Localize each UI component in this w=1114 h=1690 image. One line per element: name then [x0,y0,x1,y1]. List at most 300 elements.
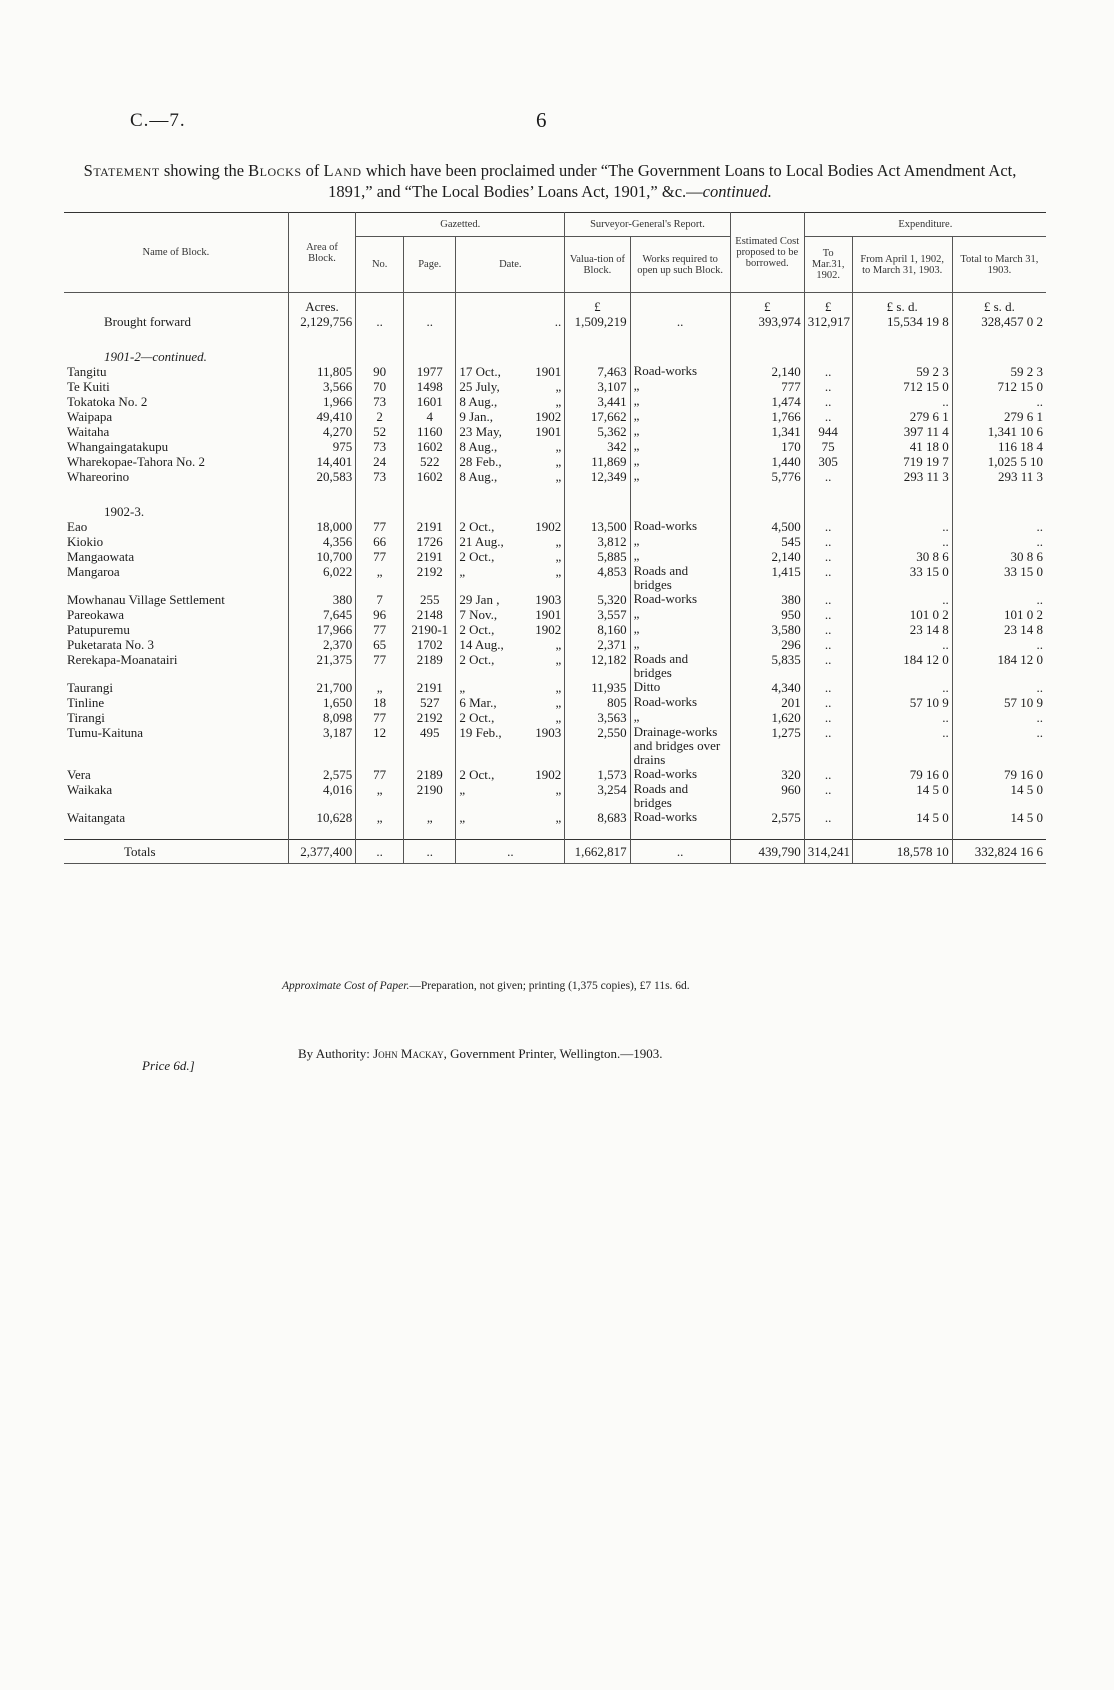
cell-estimated: 950 [730,607,804,622]
cell-to-mar: .. [804,534,852,549]
cell-estimated: 5,835 [730,652,804,680]
cell-from-april: 101 0 2 [852,607,952,622]
total-valuation: 1,662,817 [565,840,630,864]
cell-from-april: 57 10 9 [852,695,952,710]
table-row [64,592,1046,607]
table-row [64,424,1046,439]
cell-to-mar: .. [804,394,852,409]
cell-to-mar: .. [804,652,852,680]
cell-estimated: 4,340 [730,680,804,695]
total-works: .. [630,840,730,864]
blocks-table [64,212,1046,864]
gazette-day-month: 28 Feb., [459,454,502,469]
cell-valuation: 11,869 [565,454,630,469]
gazette-year: „ [555,564,562,579]
units-row [64,293,1046,315]
cell-total: 14 5 0 [952,810,1046,825]
cell-total: .. [952,519,1046,534]
cell-works: Roads and bridges [630,564,730,592]
block-name: Waitaha [67,424,110,439]
table-row [64,680,1046,695]
gazette-date [456,454,565,469]
table-row [64,409,1046,424]
gazette-date [456,379,565,394]
cell-estimated: 5,776 [730,469,804,484]
cell-estimated: 1,440 [730,454,804,469]
cell-valuation: 3,254 [565,782,630,810]
cell-works: „ [630,454,730,469]
cell-area: 21,700 [288,680,355,695]
title-part3: which have been proclaimed under “The Government Loans to Local Bodies Act Amendment Act, 1891,” and “The Local Bodies’ Loans Act, 1901,” &c.— [328,161,1017,201]
block-name: Whangaingatakupu [67,439,169,454]
cell-page: 1977 [404,364,456,379]
cell-to-mar: .. [804,637,852,652]
block-name: Waikaka [67,782,113,797]
gazette-date [456,782,565,810]
gazette-year: „ [555,394,562,409]
cell-estimated: 545 [730,534,804,549]
table-row [64,767,1046,782]
cell-total: .. [952,637,1046,652]
section-header-row [64,343,1046,364]
title-land: Land [323,161,362,180]
gazette-day-month: „ [459,782,466,797]
total-page: .. [404,840,456,864]
block-name: Tangitu [67,364,107,379]
cell-valuation: 8,160 [565,622,630,637]
gazette-date [456,364,565,379]
cell-area: 1,966 [288,394,355,409]
gazette-day-month: „ [459,680,466,695]
table-row [64,364,1046,379]
authority-name: John Mackay [373,1046,444,1061]
gazette-date [456,607,565,622]
gazette-year: „ [555,469,562,484]
gazette-year: 1903 [535,592,562,607]
col-header-from-april: From April 1, 1902, to March 31, 1903. [852,237,952,293]
cell-works: „ [630,469,730,484]
cell-works: Road-works [630,810,730,825]
table-row [64,394,1046,409]
gazette-day-month: 2 Oct., [459,622,495,637]
block-name: Rerekapa-Moanatairi [67,652,178,667]
cell-from-april: 23 14 8 [852,622,952,637]
table-row [64,810,1046,825]
cell-to-mar: 75 [804,439,852,454]
total-no: .. [356,840,404,864]
cell-valuation: 12,182 [565,652,630,680]
gazette-date [456,710,565,725]
cell-area: 18,000 [288,519,355,534]
cell-area: 975 [288,439,355,454]
cell-total: 116 18 4 [952,439,1046,454]
cell-page: 1702 [404,637,456,652]
bf-from-april: 15,534 19 8 [852,314,952,329]
cell-to-mar: .. [804,680,852,695]
cell-from-april: 33 15 0 [852,564,952,592]
gazette-year: 1902 [535,622,562,637]
cell-from-april: 30 8 6 [852,549,952,564]
gazette-day-month: „ [459,810,466,825]
block-name: Tinline [67,695,105,710]
cell-area: 3,187 [288,725,355,767]
col-header-estimated: Estimated Cost proposed to be borrowed. [730,213,804,293]
cell-to-mar: .. [804,469,852,484]
cell-from-april: 719 19 7 [852,454,952,469]
cell-total: 1,025 5 10 [952,454,1046,469]
cell-area: 21,375 [288,652,355,680]
paper-cost-note [282,980,690,992]
gazette-year: 1901 [535,424,562,439]
gazette-year: „ [555,549,562,564]
gazette-day-month: 2 Oct., [459,652,495,667]
cell-to-mar: .. [804,725,852,767]
unit-total: £ s. d. [952,293,1046,315]
cell-from-april: 293 11 3 [852,469,952,484]
cell-works: Drainage-works and bridges over drains [630,725,730,767]
title-continued: continued. [702,182,772,201]
cell-no: 96 [356,607,404,622]
cell-page: 2191 [404,680,456,695]
gazette-date [456,592,565,607]
cell-estimated: 296 [730,637,804,652]
gazette-date [456,810,565,825]
cell-no: 7 [356,592,404,607]
cell-to-mar: .. [804,782,852,810]
gazette-day-month: 29 Jan , [459,592,500,607]
block-name: Tumu-Kaituna [67,725,144,740]
block-name: Waitangata [67,810,126,825]
paper-cost-label: Approximate Cost of Paper. [282,980,410,992]
block-name: Wharekopae-Tahora No. 2 [67,454,206,469]
table-body [64,293,1046,864]
block-name: Taurangi [67,680,114,695]
cell-estimated: 1,275 [730,725,804,767]
cell-page: 2189 [404,767,456,782]
cell-area: 2,575 [288,767,355,782]
spacer-row [64,484,1046,498]
total-to-mar: 314,241 [804,840,852,864]
totals-row [64,840,1046,864]
gazette-date [456,534,565,549]
cell-area: 8,098 [288,710,355,725]
cell-from-april: 14 5 0 [852,782,952,810]
cell-from-april: .. [852,534,952,549]
cell-from-april: .. [852,592,952,607]
cell-no: 12 [356,725,404,767]
table-row [64,379,1046,394]
cell-no: 77 [356,519,404,534]
cell-page: 1602 [404,439,456,454]
gazette-year: „ [555,695,562,710]
cell-works: „ [630,424,730,439]
cell-estimated: 1,766 [730,409,804,424]
gazette-day-month: 6 Mar., [459,695,497,710]
cell-no: 77 [356,710,404,725]
block-name: Mowhanau Village Settlement [67,592,225,607]
cell-page: 1726 [404,534,456,549]
cell-page: 495 [404,725,456,767]
cell-works: Roads and bridges [630,652,730,680]
table-row [64,564,1046,592]
cell-estimated: 960 [730,782,804,810]
cell-to-mar: .. [804,519,852,534]
total-estimated: 439,790 [730,840,804,864]
cell-total: 293 11 3 [952,469,1046,484]
cell-valuation: 5,320 [565,592,630,607]
cell-page: 2148 [404,607,456,622]
gazette-year: 1902 [535,409,562,424]
cell-from-april: .. [852,519,952,534]
cell-total: .. [952,725,1046,767]
cell-valuation: 5,362 [565,424,630,439]
cell-no: „ [356,564,404,592]
cell-page: 2191 [404,519,456,534]
gazette-year: 1901 [535,364,562,379]
table-row [64,725,1046,767]
cell-page: 1498 [404,379,456,394]
cell-valuation: 2,371 [565,637,630,652]
block-name: Pareokawa [67,607,125,622]
statement-title [60,160,1040,202]
cell-to-mar: 305 [804,454,852,469]
cell-estimated: 201 [730,695,804,710]
gazette-day-month: 2 Oct., [459,767,495,782]
gazette-year: „ [555,810,562,825]
total-total: 332,824 16 6 [952,840,1046,864]
cell-no: „ [356,782,404,810]
bf-works: .. [630,314,730,329]
col-header-surveyor: Surveyor-General's Report. [565,213,730,237]
cell-valuation: 7,463 [565,364,630,379]
cell-works: „ [630,394,730,409]
cell-total: .. [952,394,1046,409]
cell-area: 20,583 [288,469,355,484]
cell-page: 1601 [404,394,456,409]
cell-total: 712 15 0 [952,379,1046,394]
cell-from-april: 279 6 1 [852,409,952,424]
col-header-valuation: Valua-tion of Block. [565,237,630,293]
price-note: Price 6d.] [142,1058,195,1073]
gazette-date [456,637,565,652]
unit-area: Acres. [288,293,355,315]
bf-name: Brought forward [104,314,192,329]
gazette-date [456,409,565,424]
gazette-date [456,695,565,710]
block-name: Patupuremu [67,622,130,637]
total-from-april: 18,578 10 [852,840,952,864]
printer-authority [298,1046,662,1062]
cell-total: 33 15 0 [952,564,1046,592]
cell-estimated: 1,415 [730,564,804,592]
cell-works: Road-works [630,767,730,782]
cell-area: 1,650 [288,695,355,710]
cell-from-april: 712 15 0 [852,379,952,394]
cell-to-mar: .. [804,695,852,710]
cell-valuation: 12,349 [565,469,630,484]
bf-total: 328,457 0 2 [952,314,1046,329]
cell-to-mar: .. [804,564,852,592]
cell-area: 2,370 [288,637,355,652]
block-name: Vera [67,767,91,782]
cell-no: 24 [356,454,404,469]
document-code: C.—7. [130,110,186,131]
cell-from-april: .. [852,710,952,725]
gazette-date [456,424,565,439]
gazette-day-month: 2 Oct., [459,519,495,534]
cell-works: „ [630,439,730,454]
gazette-year: „ [555,439,562,454]
cell-total: .. [952,592,1046,607]
cell-estimated: 3,580 [730,622,804,637]
gazette-year: 1903 [535,725,562,740]
gazette-year: „ [555,652,562,667]
cell-total: .. [952,534,1046,549]
cell-total: 14 5 0 [952,782,1046,810]
cell-valuation: 3,557 [565,607,630,622]
authority-rest: , Government Printer, Wellington.—1903. [443,1046,663,1061]
cell-area: 11,805 [288,364,355,379]
cell-no: 90 [356,364,404,379]
cell-no: 73 [356,469,404,484]
cell-area: 7,645 [288,607,355,622]
spacer-row [64,825,1046,840]
col-header-page: Page. [404,237,456,293]
block-name: Tokatoka No. 2 [67,394,148,409]
totals-label: Totals [124,844,156,859]
cell-from-april: 79 16 0 [852,767,952,782]
col-header-expenditure: Expenditure. [804,213,1046,237]
cell-page: 522 [404,454,456,469]
block-name: Whareorino [67,469,130,484]
gazette-date [456,725,565,767]
cell-area: 49,410 [288,409,355,424]
gazette-day-month: 8 Aug., [459,469,498,484]
unit-to-mar: £ [804,293,852,315]
gazette-date [456,622,565,637]
col-header-date: Date. [456,237,565,293]
bf-page: .. [404,314,456,329]
cell-area: 4,356 [288,534,355,549]
bf-area: 2,129,756 [288,314,355,329]
cell-page: 2190-1 [404,622,456,637]
gazette-date [456,469,565,484]
table-row [64,519,1046,534]
cell-estimated: 1,341 [730,424,804,439]
cell-estimated: 2,140 [730,549,804,564]
table-row [64,652,1046,680]
cell-valuation: 8,683 [565,810,630,825]
page-number: 6 [536,108,547,132]
cell-no: 77 [356,767,404,782]
cell-valuation: 1,573 [565,767,630,782]
cell-to-mar: .. [804,767,852,782]
cell-area: 3,566 [288,379,355,394]
title-lead: Statement [83,161,160,180]
table-row [64,469,1046,484]
cell-page: 1602 [404,469,456,484]
cell-total: 184 12 0 [952,652,1046,680]
gazette-year: „ [555,680,562,695]
cell-from-april: .. [852,637,952,652]
cell-from-april: 397 11 4 [852,424,952,439]
gazette-year: „ [555,637,562,652]
block-name: Mangaowata [67,549,135,564]
gazette-day-month: 7 Nov., [459,607,498,622]
cell-works: Road-works [630,695,730,710]
table-row [64,710,1046,725]
cell-valuation: 2,550 [565,725,630,767]
cell-to-mar: 944 [804,424,852,439]
cell-area: 380 [288,592,355,607]
cell-works: „ [630,622,730,637]
title-part2: of [301,161,324,180]
block-name: Mangaroa [67,564,120,579]
section-header-row [64,498,1046,519]
bf-valuation: 1,509,219 [565,314,630,329]
cell-no: 70 [356,379,404,394]
cell-page: 2190 [404,782,456,810]
gazette-year: 1901 [535,607,562,622]
cell-from-april: 59 2 3 [852,364,952,379]
cell-total: 101 0 2 [952,607,1046,622]
table-row [64,637,1046,652]
table-row [64,534,1046,549]
cell-from-april: 41 18 0 [852,439,952,454]
cell-no: „ [356,680,404,695]
gazette-day-month: 19 Feb., [459,725,502,740]
gazette-year: „ [555,379,562,394]
bf-date: .. [456,314,565,329]
gazette-day-month: 23 May, [459,424,502,439]
cell-total: 23 14 8 [952,622,1046,637]
block-name: Puketarata No. 3 [67,637,155,652]
block-name: Waipapa [67,409,113,424]
table-row [64,695,1046,710]
section-label: 1902-3. [104,504,145,519]
cell-no: 66 [356,534,404,549]
table-row [64,607,1046,622]
col-header-total: Total to March 31, 1903. [952,237,1046,293]
cell-page: „ [404,810,456,825]
cell-works: „ [630,637,730,652]
cell-area: 14,401 [288,454,355,469]
cell-no: 18 [356,695,404,710]
cell-no: 73 [356,439,404,454]
cell-estimated: 2,575 [730,810,804,825]
col-header-no: No. [356,237,404,293]
cell-total: 279 6 1 [952,409,1046,424]
section-label: 1901-2—continued. [104,349,207,364]
title-part1: showing the [159,161,249,180]
cell-works: „ [630,607,730,622]
table-row [64,549,1046,564]
cell-estimated: 170 [730,439,804,454]
cell-to-mar: .. [804,364,852,379]
cell-page: 2189 [404,652,456,680]
cell-no: 65 [356,637,404,652]
gazette-date [456,652,565,680]
block-name: Kiokio [67,534,104,549]
gazette-day-month: 17 Oct., [459,364,501,379]
cell-area: 4,016 [288,782,355,810]
col-header-area: Area of Block. [288,213,355,293]
cell-page: 2192 [404,564,456,592]
cell-valuation: 3,812 [565,534,630,549]
cell-area: 6,022 [288,564,355,592]
cell-estimated: 1,620 [730,710,804,725]
cell-area: 4,270 [288,424,355,439]
